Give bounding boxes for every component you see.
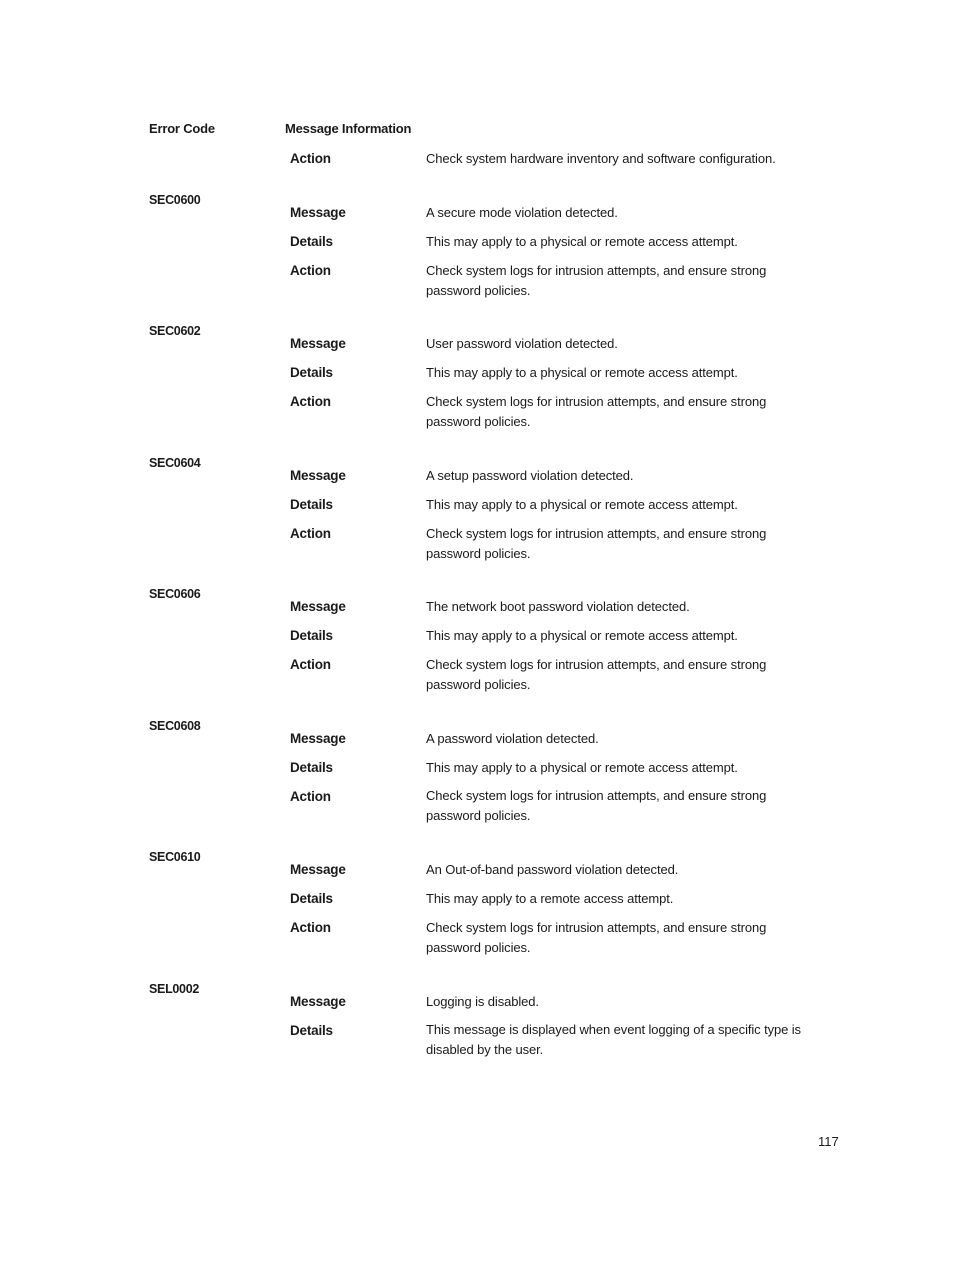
message-text: A secure mode violation detected. <box>426 205 618 220</box>
action-text: Check system logs for intrusion attempts, and ensure strong password policies. <box>426 263 767 298</box>
page-number: 117 <box>818 1134 839 1149</box>
action-label: Action <box>290 263 331 278</box>
message-text: A setup password violation detected. <box>426 468 634 483</box>
continuation-action-label: Action <box>290 151 331 166</box>
action-label: Action <box>290 526 331 541</box>
action-text: Check system logs for intrusion attempts, and ensure strong password policies. <box>426 788 767 823</box>
message-text: An Out-of-band password violation detected. <box>426 862 679 877</box>
details-label: Details <box>290 628 333 643</box>
message-label: Message <box>290 731 346 746</box>
action-text: Check system logs for intrusion attempts, and ensure strong password policies. <box>426 394 767 429</box>
error-code: SEC0606 <box>149 587 201 601</box>
header-error-code: Error Code <box>149 121 215 136</box>
error-code: SEC0608 <box>149 719 201 733</box>
error-code: SEL0002 <box>149 982 200 996</box>
details-label: Details <box>290 365 333 380</box>
message-text: Logging is disabled. <box>426 994 539 1009</box>
message-label: Message <box>290 205 346 220</box>
details-text: This message is displayed when event logging of a specific type is disabled by the user. <box>426 1022 801 1057</box>
message-label: Message <box>290 336 346 351</box>
message-label: Message <box>290 862 346 877</box>
details-text: This may apply to a physical or remote access attempt. <box>426 760 738 775</box>
message-text: User password violation detected. <box>426 336 618 351</box>
header-message-information: Message Information <box>285 121 412 136</box>
details-label: Details <box>290 760 333 775</box>
details-text: This may apply to a remote access attempt. <box>426 891 674 906</box>
action-label: Action <box>290 394 331 409</box>
details-text: This may apply to a physical or remote access attempt. <box>426 497 738 512</box>
message-label: Message <box>290 599 346 614</box>
action-text: Check system logs for intrusion attempts, and ensure strong password policies. <box>426 920 767 955</box>
details-label: Details <box>290 497 333 512</box>
message-text: A password violation detected. <box>426 731 599 746</box>
action-label: Action <box>290 920 331 935</box>
details-text: This may apply to a physical or remote access attempt. <box>426 234 738 249</box>
message-text: The network boot password violation detected. <box>426 599 690 614</box>
error-code: SEC0610 <box>149 850 201 864</box>
error-code: SEC0602 <box>149 324 201 338</box>
details-text: This may apply to a physical or remote access attempt. <box>426 365 738 380</box>
details-label: Details <box>290 891 333 906</box>
error-code: SEC0600 <box>149 193 201 207</box>
action-text: Check system logs for intrusion attempts, and ensure strong password policies. <box>426 657 767 692</box>
table-header <box>149 121 829 139</box>
details-label: Details <box>290 234 333 249</box>
action-label: Action <box>290 657 331 672</box>
error-code: SEC0604 <box>149 456 201 470</box>
action-label: Action <box>290 789 331 804</box>
action-text: Check system logs for intrusion attempts, and ensure strong password policies. <box>426 526 767 561</box>
message-label: Message <box>290 994 346 1009</box>
details-text: This may apply to a physical or remote access attempt. <box>426 628 738 643</box>
continuation-action-text: Check system hardware inventory and software configuration. <box>426 151 776 166</box>
details-label: Details <box>290 1023 333 1038</box>
message-label: Message <box>290 468 346 483</box>
